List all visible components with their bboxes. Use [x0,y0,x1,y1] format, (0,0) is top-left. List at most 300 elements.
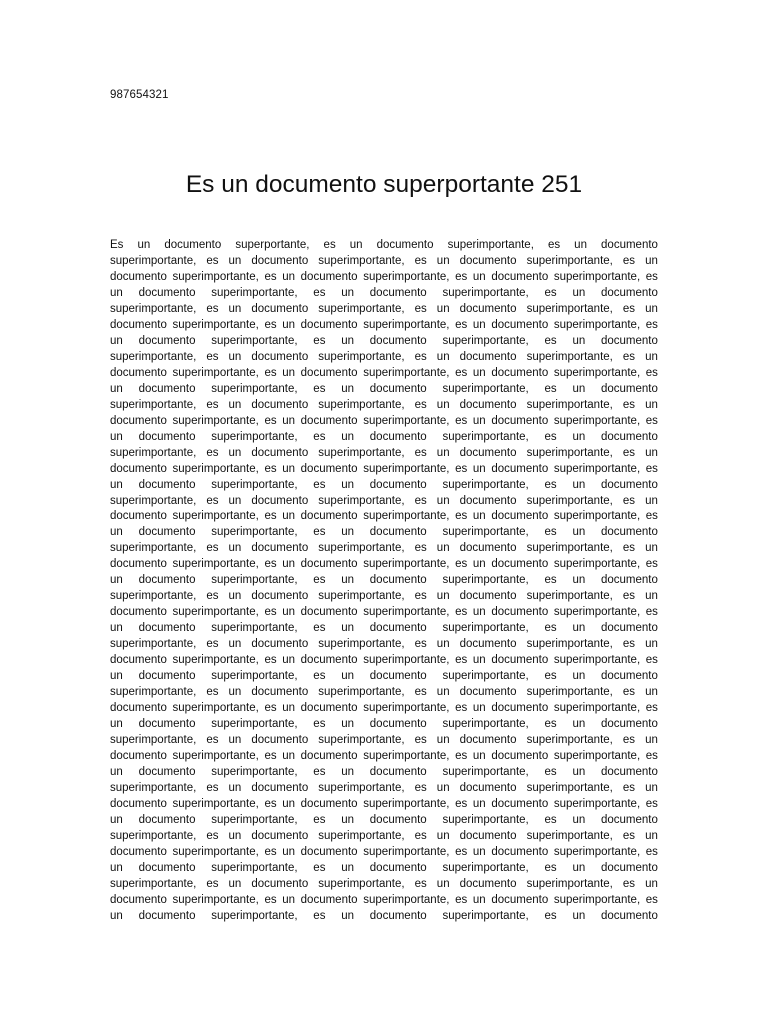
body-line [110,589,658,605]
body-word: un [110,813,123,826]
body-word: un [341,622,355,635]
body-word: un [110,670,123,683]
body-word: un [282,893,296,906]
body-word: superimportante, [318,494,405,507]
body-word: superimportante, [363,845,450,858]
body-word: es [622,398,636,411]
body-word: es [645,654,658,667]
body-word: es [206,302,219,315]
body-word: superimportante, [442,382,529,395]
body-word: superimportante, [553,414,641,427]
body-word: superimportante, [172,797,259,810]
body-word: un [472,414,486,427]
body-word: es [313,909,326,922]
body-word: es [313,430,326,443]
body-word: es [645,797,658,810]
body-word: un [436,542,450,555]
body-word: un [472,845,486,858]
body-word: es [264,558,277,571]
body-word: un [110,718,123,731]
body-word: documento [300,366,358,379]
body-word: un [228,398,242,411]
body-word: es [544,861,557,874]
body-word: superimportante, [526,590,613,603]
body-word: un [349,239,363,251]
body-word: documento [110,750,167,762]
body-word: es [544,526,557,539]
body-word: superimportante, [363,558,450,571]
body-word: documento [601,382,658,395]
body-word: superimportante, [442,861,529,874]
body-word: documento [491,414,549,427]
body-word: un [572,286,586,299]
body-word: superimportante, [526,254,613,267]
body-word: documento [251,494,309,507]
body-word: un [472,797,486,810]
body-word: un [572,718,586,731]
body-word: un [436,734,450,747]
body-word: superimportante, [318,398,405,411]
body-word: un [472,893,486,906]
body-word: superimportante, [110,350,197,363]
body-word: superimportante, [172,702,259,715]
body-word: documento [300,414,358,427]
body-word: documento [138,718,196,731]
body-word: superimportante, [526,638,613,651]
body-word: superimportante, [110,829,197,842]
body-word: es [455,606,468,619]
body-word: un [282,462,296,475]
body-word: un [436,829,450,842]
body-word: un [341,861,355,874]
body-word: documento [491,654,549,667]
body-word: un [436,302,450,315]
body-word: un [228,542,242,555]
body-word: superimportante, [110,734,197,747]
body-word: superimportante, [172,750,259,762]
body-word: es [645,414,658,427]
body-word: documento [164,239,222,251]
body-word: superimportante, [211,286,298,299]
body-word: un [436,446,450,459]
body-word: un [110,478,123,491]
body-word: un [228,590,242,603]
body-word: un [110,286,123,299]
body-line [110,334,658,350]
body-line [110,270,658,286]
body-word: un [341,334,355,347]
body-word: un [341,574,355,587]
body-word: superimportante, [172,654,259,667]
body-word: un [282,797,296,810]
body-word: es [414,542,427,555]
body-word: superimportante, [110,494,197,507]
body-word: superimportante, [211,765,298,778]
body-word: superimportante, [553,510,641,523]
body-word: superimportante, [318,686,405,699]
body-word: superimportante, [553,366,641,379]
body-word: un [228,254,242,267]
body-line [110,414,658,430]
body-word: documento [601,861,658,874]
body-word: es [645,318,658,331]
body-word: documento [300,702,358,715]
body-word: es [313,622,326,635]
body-line [110,541,658,557]
body-word: un [341,670,355,683]
body-word: documento [459,542,517,555]
body-word: es [645,893,658,906]
body-word: superimportante, [442,334,529,347]
body-word: superimportante, [211,861,298,874]
body-word: documento [251,398,309,411]
body-word: es [313,478,326,491]
body-word: documento [459,686,517,699]
body-line [110,749,658,765]
body-word: es [414,781,427,794]
body-word: documento [369,526,427,539]
body-word: superimportante, [553,702,641,715]
body-word: un [341,382,355,395]
body-word: un [341,286,355,299]
body-word: es [313,382,326,395]
body-word: documento [369,382,427,395]
body-word: un [341,430,355,443]
body-word: documento [110,462,167,475]
body-word: documento [251,302,309,315]
body-word: un [572,574,586,587]
body-word: es [313,718,326,731]
body-word: superimportante, [553,606,641,619]
body-word: es [206,877,219,890]
body-word: documento [251,877,309,890]
body-word: es [313,286,326,299]
body-word: es [313,813,326,826]
body-word: es [622,542,636,555]
body-word: un [282,750,296,762]
body-word: superimportante, [318,734,405,747]
body-word: superimportante, [211,813,298,826]
body-line [110,845,658,861]
body-word: documento [110,318,167,331]
body-word: documento [138,813,196,826]
body-word: superimportante, [526,350,613,363]
body-line [110,813,658,829]
body-word: es [622,829,636,842]
body-word: es [622,302,636,315]
body-word: superimportante, [211,430,298,443]
body-word: un [228,686,242,699]
body-word: es [455,654,468,667]
body-word: documento [110,414,167,427]
body-word: documento [300,845,358,858]
body-word: un [645,542,658,555]
body-word: documento [138,574,196,587]
body-word: superimportante, [211,334,298,347]
body-word: es [622,638,636,651]
body-word: es [544,430,557,443]
body-word: superimportante, [553,797,641,810]
body-word: superimportante, [526,302,613,315]
body-word: un [436,686,450,699]
body-line [110,509,658,525]
body-word: es [206,542,219,555]
body-word: superimportante, [110,638,197,651]
body-word: es [313,334,326,347]
body-word: superimportante, [447,239,534,251]
body-word: es [645,606,658,619]
body-word: documento [300,797,358,810]
body-line [110,494,658,510]
body-word: es [455,414,468,427]
body-word: un [110,861,123,874]
body-word: documento [376,239,434,251]
body-line [110,446,658,462]
body-line [110,877,658,893]
body-word: documento [369,334,427,347]
body-line [110,637,658,653]
body-word: documento [369,813,427,826]
body-word: es [313,526,326,539]
body-word: es [206,398,219,411]
body-word: superimportante, [442,765,529,778]
body-word: superimportante, [526,542,613,555]
body-word: superimportante, [211,526,298,539]
body-word: documento [491,750,549,762]
body-word: documento [300,893,358,906]
body-word: superimportante, [553,654,641,667]
body-word: superimportante, [553,750,641,762]
body-word: es [544,718,557,731]
body-word: documento [369,286,427,299]
body-word: es [455,366,468,379]
body-word: documento [459,781,517,794]
body-word: es [645,366,658,379]
body-word: documento [369,478,427,491]
body-word: superimportante, [442,670,529,683]
body-word: documento [110,702,167,715]
body-word: documento [459,254,517,267]
body-word: un [228,302,242,315]
body-word: superimportante, [211,718,298,731]
body-word: un [228,638,242,651]
body-word: documento [369,622,427,635]
body-word: es [414,877,427,890]
body-word: un [110,382,123,395]
body-word: es [414,590,427,603]
body-word: superimportante, [318,446,405,459]
body-word: superimportante, [442,430,529,443]
body-word: es [622,590,636,603]
body-word: un [282,366,296,379]
body-word: es [622,494,636,507]
body-word: un [645,781,658,794]
body-line [110,525,658,541]
body-word: es [544,765,557,778]
body-word: documento [251,734,309,747]
body-word: es [455,893,468,906]
body-word: superportante, [235,239,310,251]
body-word: documento [459,398,517,411]
body-word: superimportante, [318,350,405,363]
body-line [110,861,658,877]
body-word: documento [251,781,309,794]
body-word: un [436,398,450,411]
body-word: superimportante, [442,574,529,587]
body-line [110,653,658,669]
body-word: documento [138,286,196,299]
body-word: superimportante, [553,893,641,906]
body-word: es [264,893,277,906]
body-word: un [282,606,296,619]
body-word: documento [251,829,309,842]
body-word: es [313,574,326,587]
body-word: superimportante, [172,510,259,523]
body-word: documento [459,877,517,890]
body-word: documento [369,861,427,874]
body-word: es [313,670,326,683]
body-word: un [472,366,486,379]
body-word: superimportante, [363,366,450,379]
body-line [110,398,658,414]
body-word: documento [459,638,517,651]
body-word: documento [601,334,658,347]
body-word: un [282,558,296,571]
body-word: documento [251,590,309,603]
body-line [110,781,658,797]
body-line [110,366,658,382]
body-word: es [455,462,468,475]
body-word: un [572,430,586,443]
body-word: documento [601,670,658,683]
body-word: es [622,877,636,890]
body-word: es [414,446,427,459]
body-word: es [264,270,277,283]
body-word: es [206,781,219,794]
body-word: un [110,430,123,443]
body-word: es [455,797,468,810]
body-word: un [645,398,658,411]
body-word: un [472,702,486,715]
body-line [110,829,658,845]
body-word: documento [369,909,427,922]
body-word: es [455,318,468,331]
body-word: documento [300,654,358,667]
body-word: documento [110,510,167,523]
body-word: un [472,750,486,762]
body-word: documento [601,813,658,826]
body-line [110,462,658,478]
body-word: es [645,462,658,475]
body-word: es [206,686,219,699]
body-word: documento [369,765,427,778]
body-word: un [645,254,658,267]
body-word: es [264,606,277,619]
body-line [110,478,658,494]
body-word: documento [251,254,309,267]
body-word: un [645,686,658,699]
body-word: es [414,398,427,411]
body-word: un [282,702,296,715]
body-word: un [436,254,450,267]
body-word: documento [110,270,167,283]
body-word: un [645,829,658,842]
body-word: superimportante, [110,686,197,699]
body-word: un [572,382,586,395]
body-word: un [645,734,658,747]
body-word: un [282,510,296,523]
body-word: superimportante, [110,781,197,794]
body-word: un [436,494,450,507]
body-word: documento [491,558,549,571]
body-word: es [264,845,277,858]
body-word: un [341,718,355,731]
body-word: superimportante, [110,398,197,411]
body-word: documento [251,542,309,555]
body-word: es [206,734,219,747]
body-word: es [313,861,326,874]
body-word: superimportante, [363,702,450,715]
body-word: documento [601,430,658,443]
body-word: es [264,702,277,715]
body-word: un [472,270,486,283]
body-word: documento [459,590,517,603]
body-word: es [622,446,636,459]
body-word: documento [601,909,658,922]
body-word: es [206,494,219,507]
body-word: superimportante, [318,829,405,842]
body-word: un [341,526,355,539]
body-word: superimportante, [526,734,613,747]
body-word: es [414,686,427,699]
body-word: superimportante, [318,877,405,890]
body-word: documento [491,606,549,619]
body-word: documento [491,702,549,715]
body-word: superimportante, [318,781,405,794]
body-word: un [574,239,587,251]
body-word: un [572,813,586,826]
document-body [110,238,658,925]
body-word: documento [491,797,549,810]
body-word: superimportante, [172,845,259,858]
body-word: documento [138,526,196,539]
body-word: documento [491,845,549,858]
body-line [110,669,658,685]
body-word: documento [369,670,427,683]
body-word: superimportante, [211,574,298,587]
body-word: documento [601,765,658,778]
body-word: un [645,446,658,459]
body-word: superimportante, [172,270,259,283]
body-word: documento [300,606,358,619]
body-word: un [282,270,296,283]
body-word: un [341,813,355,826]
body-word: documento [138,622,196,635]
body-word: documento [138,861,196,874]
body-word: superimportante, [318,542,405,555]
body-word: superimportante, [363,654,450,667]
body-word: es [544,286,557,299]
body-word: un [572,861,586,874]
body-word: es [547,239,561,251]
body-word: es [455,750,468,762]
body-line [110,557,658,573]
body-word: superimportante, [442,286,529,299]
body-word: documento [601,286,658,299]
body-line [110,893,658,909]
body-line [110,350,658,366]
body-word: documento [459,734,517,747]
